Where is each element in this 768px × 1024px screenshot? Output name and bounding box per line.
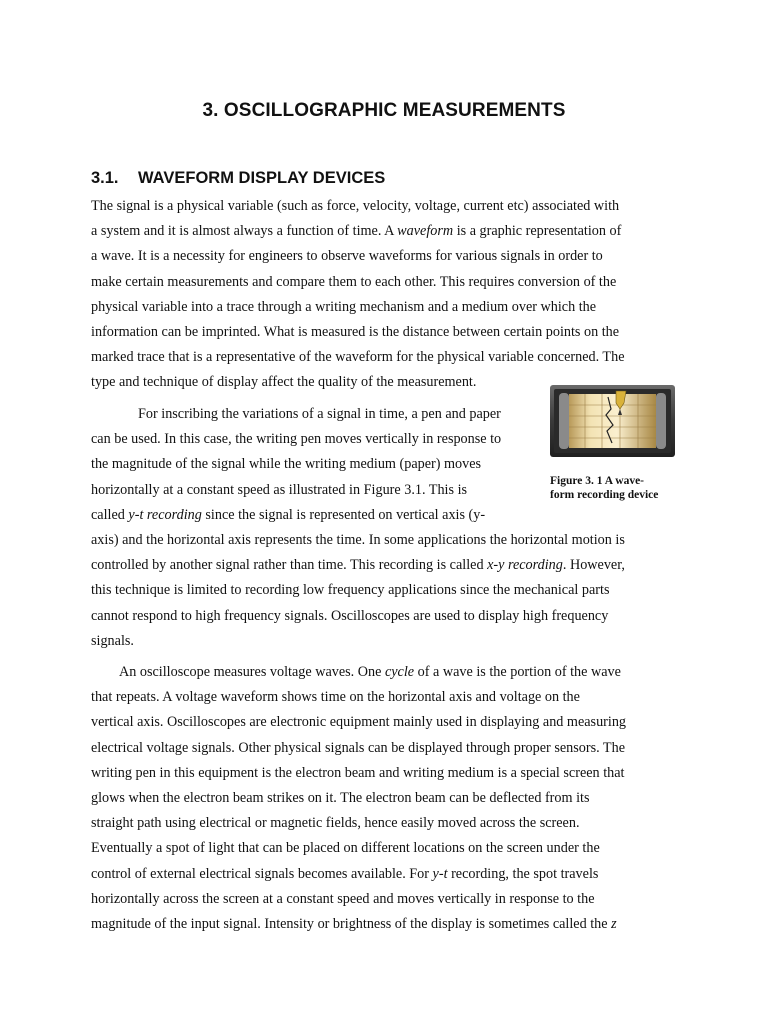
section-heading (91, 169, 385, 188)
paragraph-line: writing pen in this equipment is the electron beam and writing medium is a special screen that (91, 764, 625, 781)
paragraph-line: signals. (91, 632, 134, 649)
paragraph-line: The signal is a physical variable (such as force, velocity, voltage, current etc) associated with (91, 198, 620, 214)
section-number: 3.1. (91, 169, 119, 187)
paragraph-line: information can be imprinted. What is measured is the distance between certain points on the (91, 324, 620, 341)
paragraph-line: horizontally at a constant speed as illustrated in Figure 3.1. This is (91, 481, 468, 498)
paragraph-line: Eventually a spot of light that can be placed on different locations on the screen under the (91, 840, 600, 857)
paragraph-line: the magnitude of the signal while the writing medium (paper) moves (91, 456, 482, 473)
caption-line: Figure 3. 1 A wave- (550, 475, 645, 487)
paragraph-line: An oscilloscope measures voltage waves. One cycle of a wave is the portion of the wave (119, 664, 621, 680)
paragraph-line: For inscribing the variations of a signal in time, a pen and paper (138, 406, 501, 422)
paragraph-line: controlled by another signal rather than time. This recording is called x-y recording. However, (91, 557, 625, 574)
paragraph-line: physical variable into a trace through a writing mechanism and a medium over which the (91, 298, 597, 315)
paragraph-line: glows when the electron beam strikes on it. The electron beam can be deflected from its (91, 790, 590, 807)
paragraph-line: that repeats. A voltage waveform shows time on the horizontal axis and voltage on the (91, 689, 580, 706)
paragraph-line: control of external electrical signals becomes available. For y-t recording, the spot travels (91, 865, 599, 882)
paragraph-line: electrical voltage signals. Other physical signals can be displayed through proper sensors. The (91, 739, 625, 756)
waveform-recorder-drum-icon (550, 385, 675, 457)
paragraph-line: type and technique of display affect the quality of the measurement. (91, 374, 477, 391)
section-title: WAVEFORM DISPLAY DEVICES (138, 169, 386, 187)
paragraph-line: make certain measurements and compare them to each other. This requires conversion of the (91, 273, 617, 290)
paragraph-1 (91, 194, 677, 396)
paragraph-line: can be used. In this case, the writing pen moves vertically in response to (91, 431, 502, 448)
paragraph-line: a wave. It is a necessity for engineers to observe waveforms for various signals in order to (91, 248, 603, 265)
figure-caption (550, 474, 678, 502)
paragraph-line: cannot respond to high frequency signals. Oscilloscopes are used to display high frequency (91, 607, 609, 624)
paragraph-line: magnitude of the input signal. Intensity or brightness of the display is sometimes called the z (91, 916, 617, 933)
paragraph-line: straight path using electrical or magnetic fields, hence easily moved across the screen. (91, 815, 580, 832)
paragraph-line: horizontally across the screen at a constant speed and moves vertically in response to the (91, 890, 595, 907)
paragraph-line: called y-t recording since the signal is represented on vertical axis (y- (91, 506, 486, 523)
paragraph-3 (91, 660, 677, 937)
paragraph-line: axis) and the horizontal axis represents the time. In some applications the horizontal motion is (91, 532, 625, 549)
chapter-title: 3. OSCILLOGRAPHIC MEASUREMENTS (202, 100, 566, 121)
paragraph-line: vertical axis. Oscilloscopes are electronic equipment mainly used in displaying and measuring (91, 714, 627, 731)
paragraph-line: a system and it is almost always a function of time. A waveform is a graphic representation of (91, 223, 622, 240)
paragraph-line: this technique is limited to recording low frequency applications since the mechanical parts (91, 582, 610, 599)
paragraph-line: marked trace that is a representative of the waveform for the physical variable concerned. The (91, 349, 625, 366)
caption-line: form recording device (550, 489, 659, 501)
figure-waveform-recorder (550, 385, 675, 457)
